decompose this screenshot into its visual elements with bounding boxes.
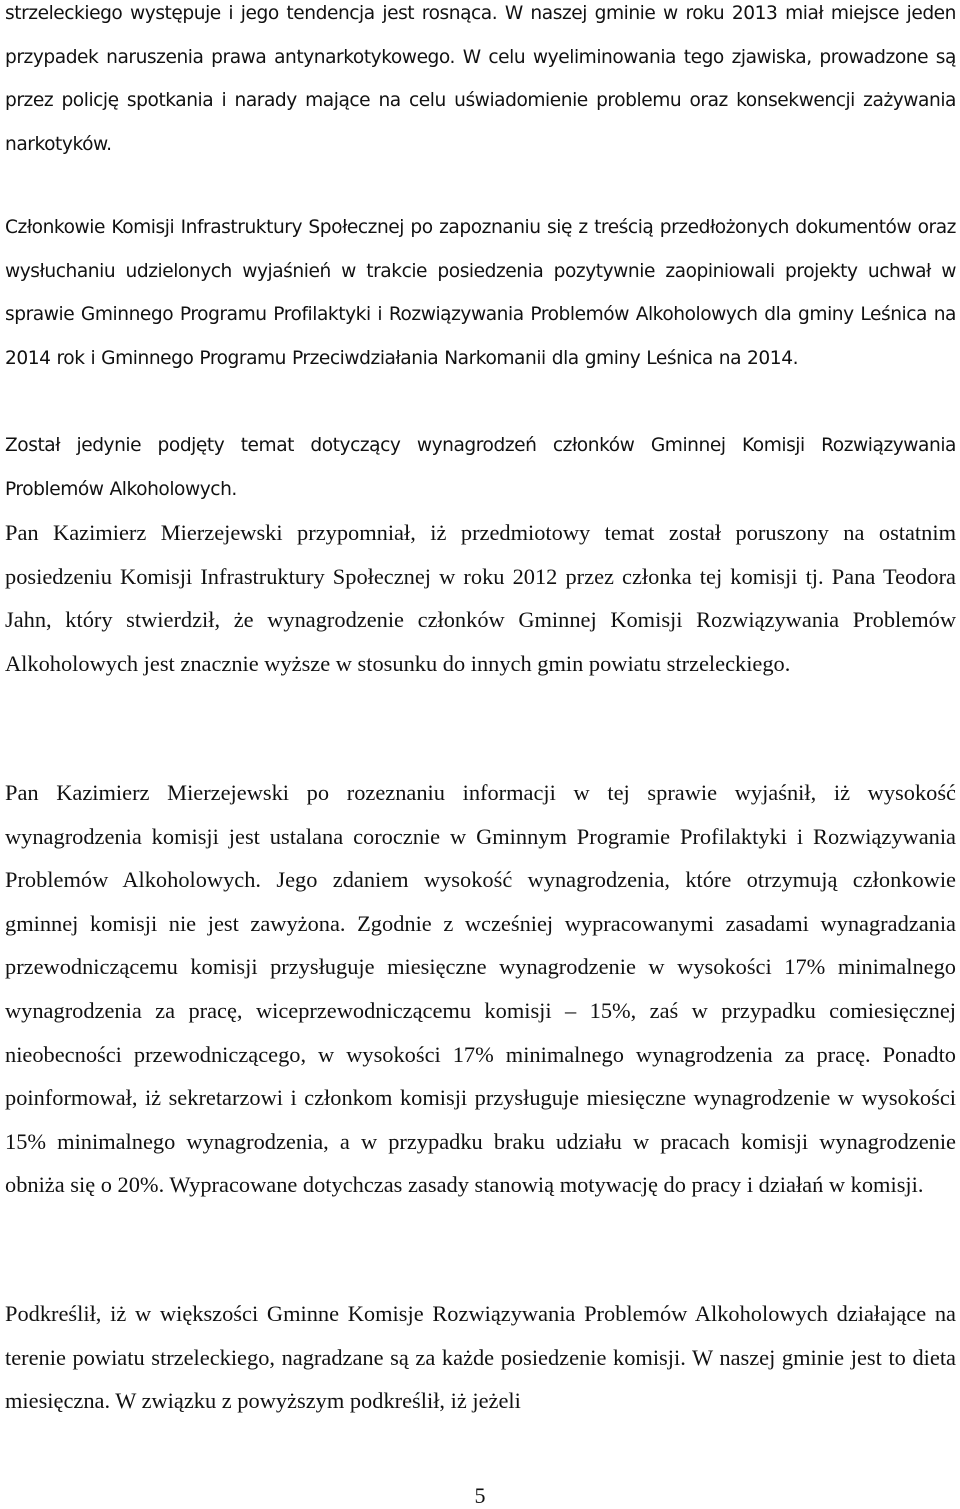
page-number: 5 — [474, 1483, 486, 1508]
paragraph-remuneration-topic: Został jedynie podjęty temat dotyczący wynagrodzeń członków Gminnej Komisji Rozwiązywania Problemów Alkoholowych. — [5, 435, 956, 500]
paragraph-other-communes: Podkreślił, iż w większości Gminne Komisje Rozwiązywania Problemów Alkoholowych działające na terenie powiatu strzeleckiego, nagradzane są za każde posiedzenie komisji. W naszej gminie jest to dieta miesięczna. W związku z powyższym podkreślił, iż jeżeli — [5, 1301, 956, 1414]
paragraph-drug-prevention: strzeleckiego występuje i jego tendencja jest rosnąca. W naszej gminie w roku 2013 miał miejsce jeden przypadek naruszenia prawa antynarkotykowego. W celu wyeliminowania tego zjawiska, prowadzone są przez policję spotkania i narady mające na celu uświadomienie problemu oraz konsekwencji zażywania narkotyków. — [5, 3, 956, 155]
paragraph-mierzejewski-reminder: Pan Kazimierz Mierzejewski przypomniał, iż przedmiotowy temat został poruszony na ostatnim posiedzeniu Komisji Infrastruktury Społecznej w roku 2012 przez członka tej komisji tj. Pana Teodora Jahn, który stwierdził, że wynagrodzenie członków Gminnej Komisji Rozwiązywania Problemów Alkoholowych jest znacznie wyższe w stosunku do innych gmin powiatu strzeleckiego. — [5, 520, 956, 676]
paragraph-committee-opinion: Członkowie Komisji Infrastruktury Społecznej po zapoznaniu się z treścią przedłożonych dokumentów oraz wysłuchaniu udzielonych wyjaśnień w trakcie posiedzenia pozytywnie zaopiniowali projekty uchwał w sprawie Gminnego Programu Profilaktyki i Rozwiązywania Problemów Alkoholowych dla gminy Leśnica na 2014 rok i Gminnego Programu Przeciwdziałania Narkomanii dla gminy Leśnica na 2014. — [5, 217, 956, 369]
paragraph-mierzejewski-explanation: Pan Kazimierz Mierzejewski po rozeznaniu informacji w tej sprawie wyjaśnił, iż wysokość wynagrodzenia komisji jest ustalana corocznie w Gminnym Programie Profilaktyki i Rozwiązywania Problemów Alkoholowych. Jego zdaniem wysokość wynagrodzenia, które otrzymują członkowie gminnej komisji nie jest zawyżona. Zgodnie z wcześniej wypracowanymi zasadami wynagradzania przewodniczącemu komisji przysługuje miesięczne wynagrodzenie w wysokości 17% minimalnego wynagrodzenia za pracę, wiceprzewodniczącemu komisji – 15%, zaś w przypadku comiesięcznej nieobecności przewodniczącego, w wysokości 17% minimalnego wynagrodzenia za pracę. Ponadto poinformował, iż sekretarzowi i członkom komisji przysługuje miesięczne wynagrodzenie w wysokości 15% minimalnego wynagrodzenia, a w przypadku braku udziału w pracach komisji wynagrodzenie obniża się o 20%. Wypracowane dotychczas zasady stanowią motywację do pracy i działań w komisji. — [5, 780, 956, 1198]
